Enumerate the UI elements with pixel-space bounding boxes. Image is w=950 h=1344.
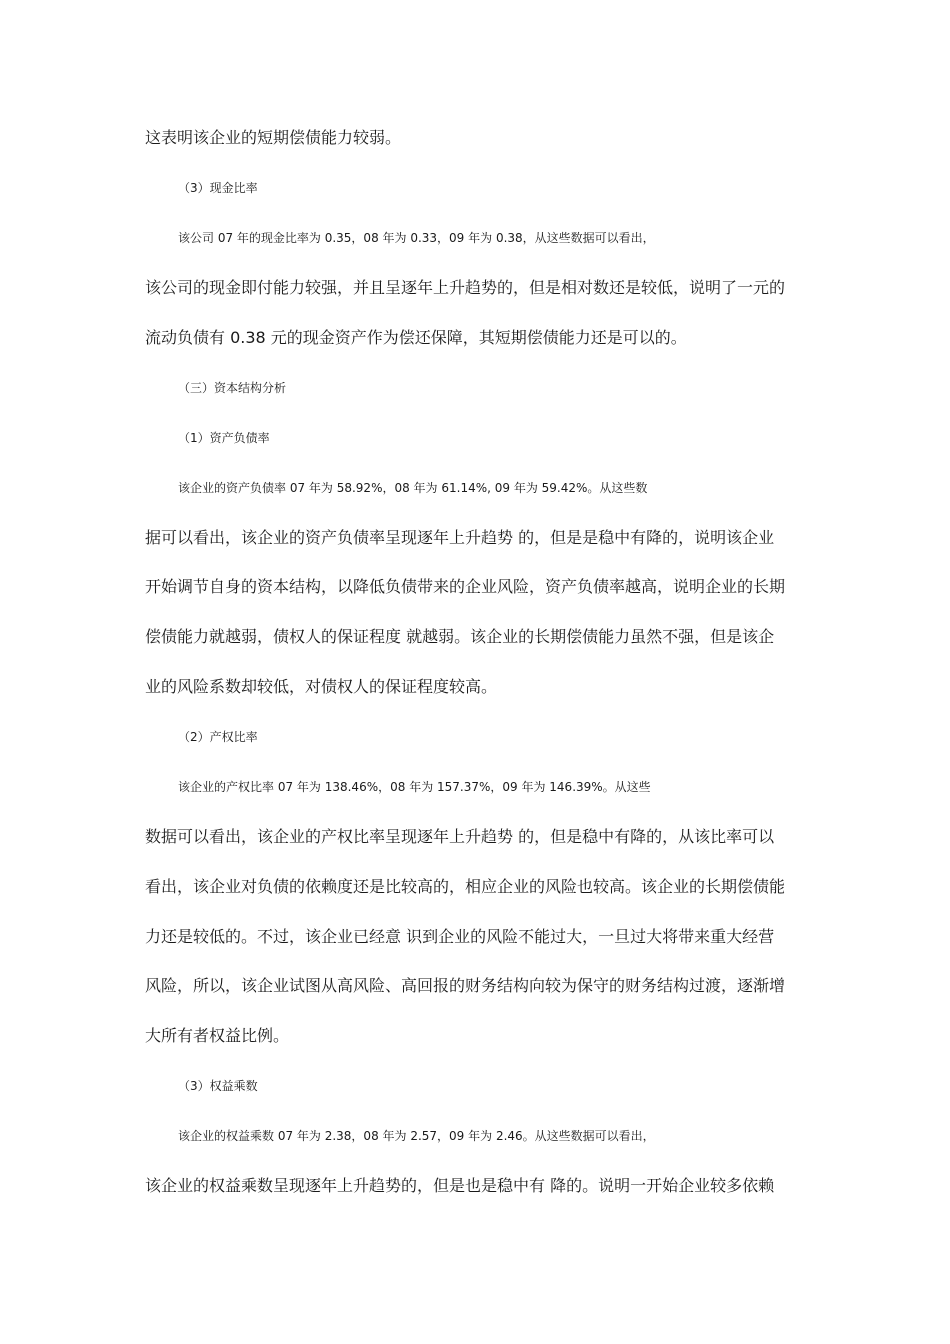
text-line: 该企业的权益乘数呈现逐年上升趋势的，但是也是稳中有 降的。说明一开始企业较多依赖 [145,1176,775,1195]
text-line: 看出，该企业对负债的依赖度还是比较高的，相应企业的风险也较高。该企业的长期偿债能 [145,877,786,896]
text-line: 风险，所以，该企业试图从高风险、高回报的财务结构向较为保守的财务结构过渡，逐渐增 [145,976,786,995]
text-line: 流动负债有 0.38 元的现金资产作为偿还保障，其短期偿债能力还是可以的。 [145,328,687,347]
text-line: 大所有者权益比例。 [145,1026,290,1045]
text-line: 这表明该企业的短期偿债能力较弱。 [145,128,402,147]
section-heading: （2）产权比率 [178,730,258,744]
section-heading: （三）资本结构分析 [178,381,287,395]
text-line: 该企业的权益乘数 07 年为 2.38，08 年为 2.57，09 年为 2.46。从这些数据可以看出， [178,1129,655,1143]
text-line: 该企业的资产负债率 07 年为 58.92%，08 年为 61.14%, 09 年为 59.42%。从这些数 [178,481,648,495]
section-heading: （1）资产负债率 [178,431,270,445]
text-line: 开始调节自身的资本结构，以降低负债带来的企业风险，资产负债率越高，说明企业的长期 [145,577,786,596]
text-line: 业的风险系数却较低，对债权人的保证程度较高。 [145,677,498,696]
text-line: 据可以看出，该企业的资产负债率呈现逐年上升趋势 的，但是是稳中有降的，说明该企业 [145,528,775,547]
text-line: 力还是较低的。不过，该企业已经意 识到企业的风险不能过大，一旦过大将带来重大经营 [145,927,775,946]
text-line: 偿债能力就越弱，债权人的保证程度 就越弱。该企业的长期偿债能力虽然不强，但是该企 [145,627,775,646]
section-heading: （3）权益乘数 [178,1079,258,1093]
text-line: 该公司 07 年的现金比率为 0.35，08 年为 0.33，09 年为 0.38，从这些数据可以看出， [178,231,655,245]
section-heading: （3）现金比率 [178,181,258,195]
text-line: 该公司的现金即付能力较强，并且呈逐年上升趋势的，但是相对数还是较低，说明了一元的 [145,278,786,297]
text-line: 数据可以看出，该企业的产权比率呈现逐年上升趋势 的，但是稳中有降的，从该比率可以 [145,827,775,846]
text-line: 该企业的产权比率 07 年为 138.46%，08 年为 157.37%，09 年为 146.39%。从这些 [178,780,651,794]
